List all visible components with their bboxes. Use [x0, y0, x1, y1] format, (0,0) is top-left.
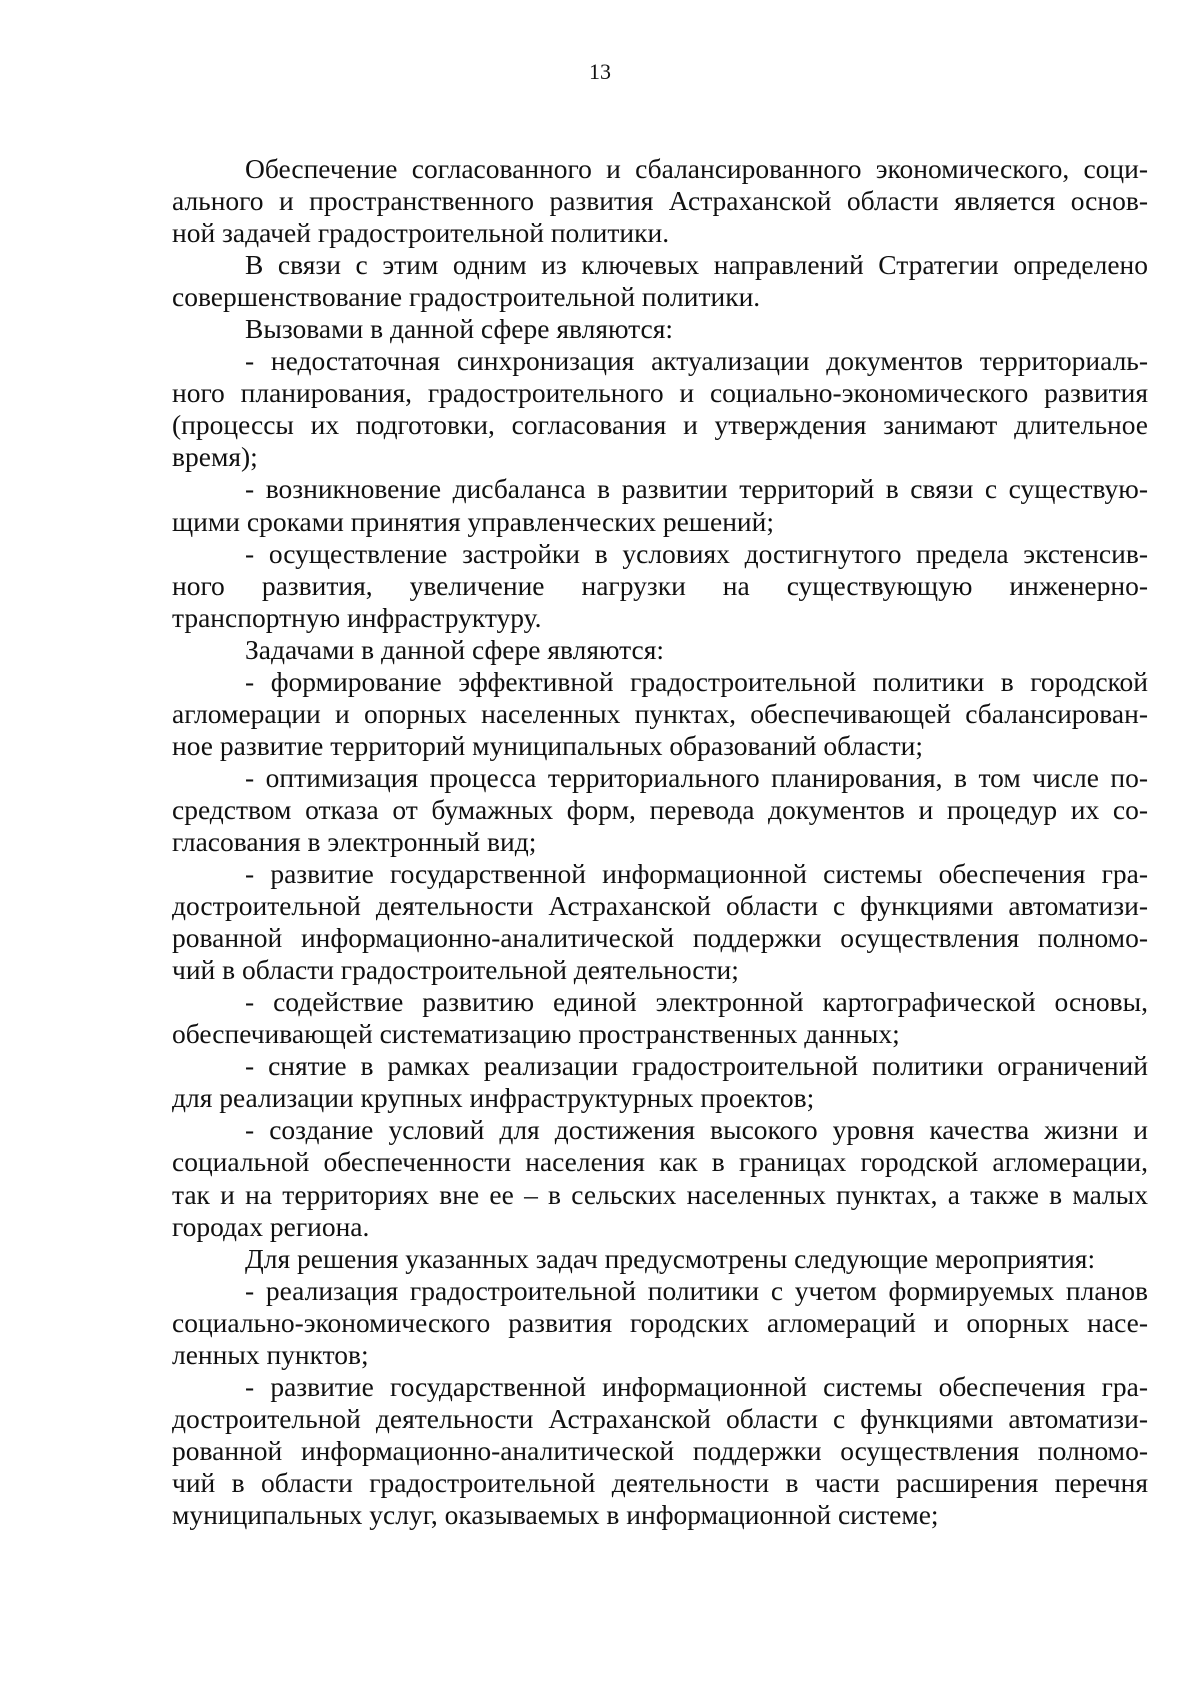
text-line: время);	[172, 441, 258, 473]
text-line: ального и пространственного развития Астраханской области является основ-	[172, 185, 1148, 217]
text-line: рованной информационно-аналитической поддержки осуществления полномо-	[172, 1434, 1148, 1466]
text-line: ного развития, увеличение нагрузки на существующую инженерно-	[172, 569, 1148, 601]
page-number: 13	[589, 59, 611, 84]
text-line: (процессы их подготовки, согласования и утверждения занимают длительное	[172, 409, 1148, 441]
text-line: ленных пунктов;	[172, 1338, 369, 1370]
text-line: чий в области градостроительной деятельности в части расширения перечня	[172, 1466, 1148, 1498]
text-line: средством отказа от бумажных форм, перевода документов и процедур их со-	[172, 793, 1148, 825]
text-line: - осуществление застройки в условиях достигнутого предела экстенсив-	[245, 537, 1148, 569]
text-line: рованной информационно-аналитической поддержки осуществления полномо-	[172, 922, 1148, 954]
text-line: для реализации крупных инфраструктурных проектов;	[172, 1082, 815, 1114]
text-line: Вызовами в данной сфере являются:	[245, 313, 673, 345]
text-line: Для решения указанных задач предусмотрены следующие мероприятия:	[245, 1242, 1096, 1274]
text-line: ное развитие территорий муниципальных образований области;	[172, 729, 923, 761]
text-line: щими сроками принятия управленческих решений;	[172, 505, 774, 537]
text-line: Обеспечение согласованного и сбалансированного экономического, соци-	[245, 153, 1148, 184]
text-line: - содействие развитию единой электронной картографической основы,	[245, 986, 1148, 1018]
text-line: - развитие государственной информационной системы обеспечения гра-	[245, 858, 1148, 890]
text-line: социальной обеспеченности населения как в границах городской агломерации,	[172, 1146, 1148, 1178]
text-line: обеспечивающей систематизацию пространственных данных;	[172, 1018, 900, 1050]
text-line: социально-экономического развития городских агломераций и опорных насе-	[172, 1306, 1148, 1338]
text-line: ной задачей градостроительной политики.	[172, 217, 670, 249]
text-line: достроительной деятельности Астраханской области с функциями автоматизи-	[172, 890, 1148, 922]
text-line: - недостаточная синхронизация актуализации документов территориаль-	[245, 345, 1148, 377]
text-line: - снятие в рамках реализации градостроительной политики ограничений	[245, 1050, 1148, 1082]
text-line: - развитие государственной информационной системы обеспечения гра-	[245, 1370, 1148, 1402]
text-line: так и на территориях вне ее – в сельских населенных пунктах, а также в малых	[172, 1178, 1148, 1210]
text-line: - реализация градостроительной политики с учетом формируемых планов	[245, 1274, 1148, 1306]
text-line: муниципальных услуг, оказываемых в информационной системе;	[172, 1498, 939, 1530]
text-line: - формирование эффективной градостроительной политики в городской	[245, 665, 1148, 697]
text-line: - оптимизация процесса территориального планирования, в том числе по-	[245, 761, 1148, 793]
text-line: транспортную инфраструктуру.	[172, 601, 542, 633]
text-line: гласования в электронный вид;	[172, 825, 537, 857]
text-line: ного планирования, градостроительного и социально-экономического развития	[172, 377, 1148, 409]
document-body	[172, 153, 1148, 1531]
text-line: Задачами в данной сфере являются:	[245, 633, 665, 665]
text-line: - создание условий для достижения высокого уровня качества жизни и	[245, 1114, 1148, 1146]
text-line: совершенствование градостроительной политики.	[172, 281, 761, 313]
text-line: городах региона.	[172, 1210, 370, 1242]
text-line: агломерации и опорных населенных пунктах, обеспечивающей сбалансирован-	[172, 697, 1148, 729]
text-line: чий в области градостроительной деятельности;	[172, 954, 739, 986]
text-line: - возникновение дисбаланса в развитии территорий в связи с существую-	[245, 473, 1148, 505]
text-line: В связи с этим одним из ключевых направлений Стратегии определено	[245, 249, 1148, 281]
text-line: достроительной деятельности Астраханской области с функциями автоматизи-	[172, 1402, 1148, 1434]
